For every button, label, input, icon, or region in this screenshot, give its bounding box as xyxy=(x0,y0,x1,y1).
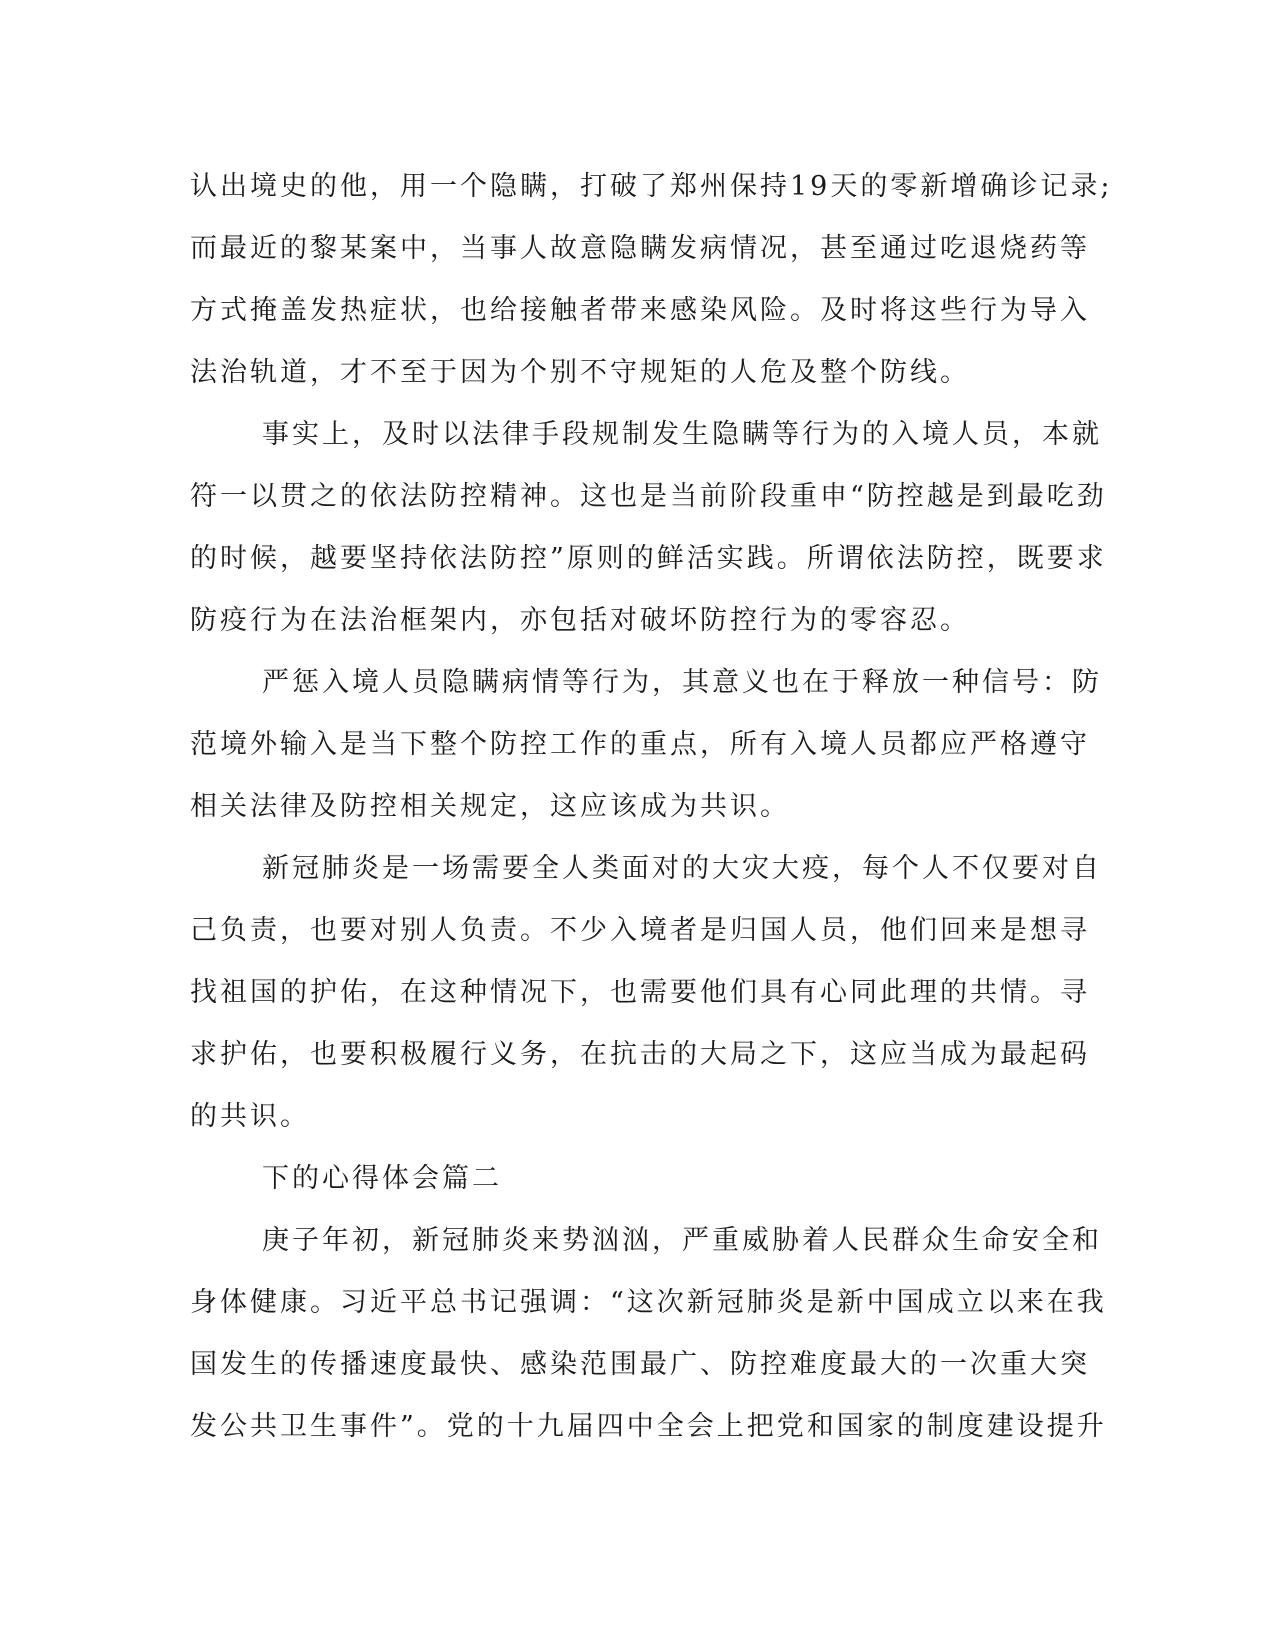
text-line: 庚子年初，新冠肺炎来势汹汹，严重威胁着人民群众生命安全和 xyxy=(262,1225,1102,1256)
text-line: 国发生的传播速度最快、感染范围最广、防控难度最大的一次重大突 xyxy=(190,1349,1090,1380)
text-line: 新冠肺炎是一场需要全人类面对的大灾大疫，每个人不仅要对自 xyxy=(262,853,1102,884)
paragraph-2 xyxy=(190,404,1107,652)
section-heading xyxy=(190,1148,1080,1210)
text-line: 事实上，及时以法律手段规制发生隐瞒等行为的入境人员，本就 xyxy=(262,419,1102,450)
text-line: 发公共卫生事件”。党的十九届四中全会上把党和国家的制度建设提升 xyxy=(190,1411,1107,1442)
text-line: 防疫行为在法治框架内，亦包括对破坏防控行为的零容忍。 xyxy=(190,605,970,636)
paragraph-3 xyxy=(190,652,1102,838)
text-line: 求护佑，也要积极履行义务，在抗击的大局之下，这应当成为最起码 xyxy=(190,1039,1090,1070)
text-line: 认出境史的他，用一个隐瞒，打破了郑州保持19天的零新增确诊记录; xyxy=(190,171,1113,202)
text-line: 相关法律及防控相关规定，这应该成为共识。 xyxy=(190,791,790,822)
paragraph-1 xyxy=(190,156,1113,404)
text-line: 符一以贯之的依法防控精神。这也是当前阶段重申“防控越是到最吃劲 xyxy=(190,481,1107,512)
text-line: 方式掩盖发热症状，也给接触者带来感染风险。及时将这些行为导入 xyxy=(190,295,1090,326)
text-line: 而最近的黎某案中，当事人故意隐瞒发病情况，甚至通过吃退烧药等 xyxy=(190,233,1090,264)
paragraph-4 xyxy=(190,838,1102,1148)
text-line: 下的心得体会篇二 xyxy=(262,1163,502,1194)
text-line: 己负责，也要对别人负责。不少入境者是归国人员，他们回来是想寻 xyxy=(190,915,1090,946)
text-line: 的共识。 xyxy=(190,1101,310,1132)
text-line: 找祖国的护佑，在这种情况下，也需要他们具有心同此理的共情。寻 xyxy=(190,977,1090,1008)
text-line: 身体健康。习近平总书记强调：“这次新冠肺炎是新中国成立以来在我 xyxy=(190,1287,1107,1318)
paragraph-6 xyxy=(190,1210,1107,1458)
text-line: 严惩入境人员隐瞒病情等行为，其意义也在于释放一种信号：防 xyxy=(262,667,1102,698)
text-line: 法治轨道，才不至于因为个别不守规矩的人危及整个防线。 xyxy=(190,357,970,388)
text-line: 的时候，越要坚持依法防控”原则的鲜活实践。所谓依法防控，既要求 xyxy=(190,543,1107,574)
document-body xyxy=(190,156,1113,1458)
text-line: 范境外输入是当下整个防控工作的重点，所有入境人员都应严格遵守 xyxy=(190,729,1090,760)
